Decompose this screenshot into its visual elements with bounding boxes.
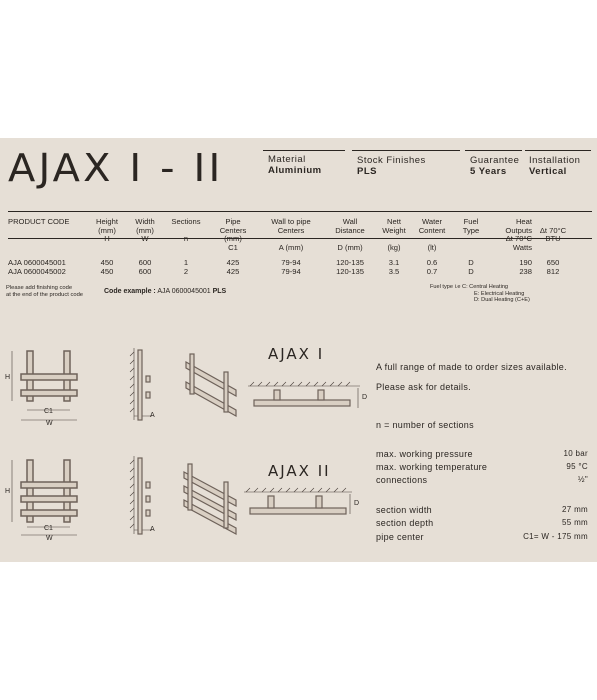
dim-a-label: A [150, 412, 155, 419]
ajax1-front-view [21, 351, 77, 401]
guarantee-info: Guarantee 5 Years [470, 155, 520, 177]
finishing-note: Please add finishing code at the end of the product code [6, 285, 84, 298]
sections-note: n = number of sections [376, 420, 474, 430]
dim-h-label: H [5, 374, 11, 381]
installation-info: Installation Vertical [529, 155, 581, 177]
model-ajax1-label: AJAX I [268, 345, 325, 363]
col-btu: Δt 70°C [539, 225, 567, 235]
dim-w-label: W [46, 535, 53, 542]
col-nett-weight: Nett Weight (kg) [382, 217, 406, 252]
ajax2-front-view [21, 460, 77, 522]
dim-h-label: H [5, 488, 11, 495]
col-water-content: Water Content (lt) [418, 217, 446, 252]
details-note: Please ask for details. [376, 382, 471, 392]
code-example: Code example : AJA 0600045001 PLS [104, 288, 227, 295]
dim-row-pipe-center: pipe center C1= W - 175 mm [376, 532, 588, 542]
spec-sheet [0, 138, 597, 562]
dim-c1-label: C1 [44, 408, 53, 415]
divider [525, 150, 591, 151]
dim-row-section-width: section width 27 mm [376, 505, 588, 515]
material-info: Material Aluminium [268, 154, 322, 176]
col-wall-distance: Wall Distance D (mm) [335, 217, 365, 252]
dim-w-label: W [46, 420, 53, 427]
model-ajax2-label: AJAX II [268, 462, 331, 480]
col-watts: Heat Outputs Watts [505, 217, 532, 252]
divider [465, 150, 522, 151]
col-width: Width (mm) [135, 217, 155, 235]
table-row: AJA 0600045001 450 600 1 425 79-94 120-135 3.1 0.6 D 190 650 [8, 258, 560, 267]
dim-d-label: D [362, 394, 368, 401]
spec-row-pressure: max. working pressure 10 bar [376, 449, 588, 459]
stock-info: Stock Finishes PLS [357, 155, 426, 177]
dim-c1-label: C1 [44, 525, 53, 532]
col-fuel-type: Fuel Type [462, 217, 480, 235]
dim-a-label: A [150, 526, 155, 533]
product-title: AJAX I - II [8, 146, 224, 190]
spec-row-temperature: max. working temperature 95 °C [376, 462, 588, 472]
dim-d-label: D [354, 500, 360, 507]
col-wall-to-pipe: Wall to pipe Centers A (mm) [271, 217, 311, 252]
spec-row-connections: connections ½" [376, 475, 588, 485]
col-sections: Sections [171, 217, 201, 226]
col-pipe-centers: Pipe Centers C1 [219, 217, 247, 252]
fuel-legend: Fuel type i.e C: Central Heating E: Electrical Heating D: Dual Heating (C+E) [430, 284, 530, 303]
col-product-code: PRODUCT CODE [8, 217, 70, 226]
col-height: Height (mm) [96, 217, 118, 235]
sizes-note: A full range of made to order sizes available. [376, 362, 567, 372]
dim-row-section-depth: section depth 55 mm [376, 518, 588, 528]
table-row: AJA 0600045002 450 600 2 425 79-94 120-135 3.5 0.7 D 238 812 [8, 266, 560, 276]
